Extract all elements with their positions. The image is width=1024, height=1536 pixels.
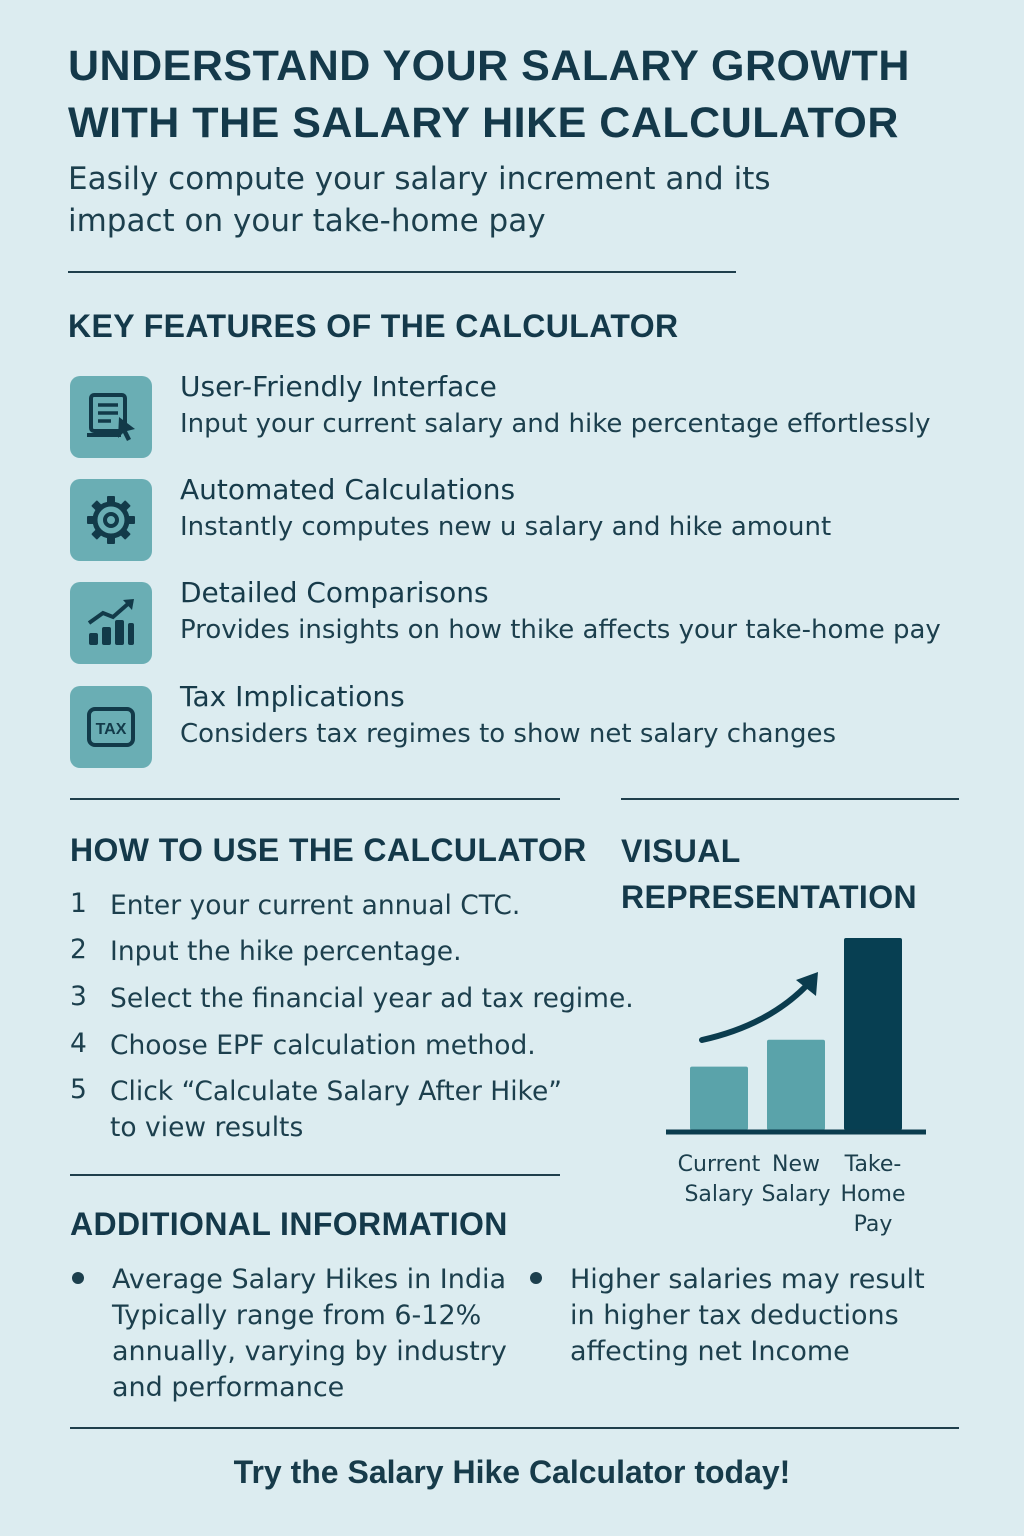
step-number: 3 bbox=[70, 981, 87, 1012]
step-text: Select the financial year ad tax regime. bbox=[110, 983, 634, 1014]
info-bullet-2 bbox=[530, 1262, 970, 1382]
x-label-take-home-pay: Take- Home Pay bbox=[840, 1152, 906, 1237]
call-to-action: Try the Salary Hike Calculator today! bbox=[233, 1454, 791, 1490]
feature-automated bbox=[70, 473, 970, 563]
chart-x-labels bbox=[660, 1150, 940, 1245]
bullet-line: Typically range from 6-12% bbox=[112, 1300, 482, 1331]
features-heading: KEY FEATURES OF THE CALCULATOR bbox=[68, 308, 679, 344]
x-label-current-salary: Current Salary bbox=[677, 1152, 761, 1207]
tax-icon-text: TAX bbox=[95, 721, 127, 738]
divider-how-to bbox=[70, 798, 560, 800]
feature-title: User-Friendly Interface bbox=[180, 370, 497, 403]
x-label-new-salary: New Salary bbox=[761, 1152, 831, 1207]
tax-icon bbox=[70, 686, 152, 768]
feature-title: Detailed Comparisons bbox=[180, 576, 489, 609]
feature-desc: Considers tax regimes to show net salary changes bbox=[180, 719, 837, 749]
bullet-line: Average Salary Hikes in India bbox=[112, 1264, 507, 1295]
bullet-text bbox=[570, 1262, 925, 1370]
bullet-line: and performance bbox=[112, 1372, 345, 1403]
divider-visual bbox=[621, 798, 959, 800]
bullet-dot bbox=[72, 1272, 84, 1284]
step-text-line-1: Click “Calculate Salary After Hike” bbox=[110, 1076, 562, 1107]
step-text: Enter your current annual CTC. bbox=[110, 890, 521, 921]
feature-tax bbox=[70, 680, 970, 770]
feature-desc: Instantly computes new u salary and hike amount bbox=[180, 512, 832, 542]
bar-new-salary bbox=[767, 1040, 825, 1130]
divider-footer bbox=[70, 1427, 959, 1429]
feature-desc: Input your current salary and hike percentage effortlessly bbox=[180, 409, 931, 439]
bullet-line: annually, varying by industry bbox=[112, 1336, 507, 1367]
feature-comparisons bbox=[70, 576, 970, 666]
bar-take-home-pay bbox=[844, 938, 902, 1130]
divider-header bbox=[68, 271, 736, 273]
title-line-1: UNDERSTAND YOUR SALARY GROWTH bbox=[68, 42, 910, 90]
step-text-line-2: to view results bbox=[110, 1112, 304, 1143]
how-to-heading: HOW TO USE THE CALCULATOR bbox=[70, 832, 587, 868]
growth-chart-icon bbox=[70, 582, 152, 664]
step-text: Input the hike percentage. bbox=[110, 936, 462, 967]
trend-arrow-icon bbox=[702, 982, 810, 1040]
step-text bbox=[110, 1074, 650, 1146]
bullet-line: in higher tax deductions bbox=[570, 1300, 899, 1331]
title-line-2: WITH THE SALARY HIKE CALCULATOR bbox=[68, 99, 899, 147]
feature-desc: Provides insights on how thike affects your take-home pay bbox=[180, 615, 941, 645]
feature-user-friendly bbox=[70, 370, 970, 460]
step-number: 2 bbox=[70, 934, 87, 965]
subtitle-line-1: Easily compute your salary increment and its bbox=[68, 161, 771, 197]
bullet-text bbox=[112, 1262, 507, 1406]
step-item bbox=[70, 1074, 630, 1146]
step-number: 5 bbox=[70, 1074, 87, 1105]
step-number: 4 bbox=[70, 1028, 87, 1059]
additional-heading: ADDITIONAL INFORMATION bbox=[70, 1206, 508, 1242]
interface-icon bbox=[70, 376, 152, 458]
bullet-dot bbox=[530, 1272, 542, 1284]
step-text: Choose EPF calculation method. bbox=[110, 1030, 536, 1061]
bar-current-salary bbox=[690, 1067, 748, 1130]
subtitle-line-2: impact on your take-home pay bbox=[68, 203, 546, 239]
gear-icon bbox=[70, 479, 152, 561]
page-subtitle bbox=[68, 158, 868, 242]
page-title bbox=[68, 38, 968, 152]
visual-heading-line-2: REPRESENTATION bbox=[621, 879, 917, 915]
step-number: 1 bbox=[70, 888, 87, 919]
visual-heading-line-1: VISUAL bbox=[621, 833, 741, 869]
salary-chart bbox=[660, 930, 940, 1150]
bullet-line: Higher salaries may result bbox=[570, 1264, 925, 1295]
feature-title: Tax Implications bbox=[180, 680, 405, 713]
info-bullet-1 bbox=[72, 1262, 512, 1412]
divider-additional bbox=[70, 1174, 560, 1176]
bullet-line: affecting net Income bbox=[570, 1336, 850, 1367]
feature-title: Automated Calculations bbox=[180, 473, 516, 506]
visual-heading bbox=[621, 828, 917, 920]
